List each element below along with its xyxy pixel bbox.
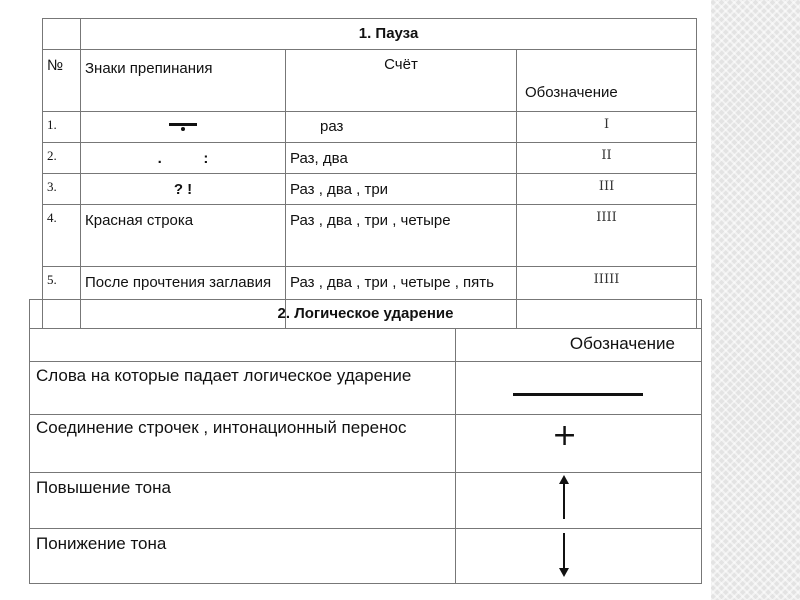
table-row bbox=[30, 415, 702, 473]
row-number: 5. bbox=[43, 267, 81, 329]
row-count: Раз , два , три , четыре , пять bbox=[286, 267, 517, 329]
row-number: 2. bbox=[43, 143, 81, 174]
row-label: Соединение строчек , интонационный перенос bbox=[30, 415, 456, 473]
logical-stress-table bbox=[29, 299, 702, 584]
row-label: Слова на которые падает логическое ударение bbox=[30, 362, 456, 415]
table-row bbox=[43, 112, 697, 143]
row-mark: IIIII bbox=[517, 267, 697, 329]
row-mark: II bbox=[517, 143, 697, 174]
arrow-up-icon bbox=[558, 475, 570, 521]
row-mark bbox=[456, 415, 702, 473]
pause-table-title: 1. Пауза bbox=[81, 19, 697, 50]
row-mark: I bbox=[517, 112, 697, 143]
row-number: 4. bbox=[43, 205, 81, 267]
row-count: Раз, два bbox=[286, 143, 517, 174]
row-sign: ? ! bbox=[81, 174, 286, 205]
table-row bbox=[30, 529, 702, 584]
row-mark: IIII bbox=[517, 205, 697, 267]
plus-icon: + bbox=[552, 418, 578, 453]
row-label: Понижение тона bbox=[30, 529, 456, 584]
row-mark: III bbox=[517, 174, 697, 205]
header-number: № bbox=[43, 50, 81, 112]
table-row bbox=[30, 473, 702, 529]
row-sign: . : bbox=[81, 143, 286, 174]
row-count: раз bbox=[286, 112, 517, 143]
row-sign bbox=[81, 112, 286, 143]
underline-icon bbox=[513, 393, 643, 396]
logical-stress-title: 2. Логическое ударение bbox=[30, 300, 702, 329]
pause-table bbox=[42, 18, 697, 329]
row-sign: После прочтения заглавия bbox=[81, 267, 286, 329]
row-mark bbox=[456, 362, 702, 415]
table-row bbox=[43, 205, 697, 267]
row-count: Раз , два , три bbox=[286, 174, 517, 205]
header-designation: Обозначение bbox=[517, 50, 697, 112]
row-mark bbox=[456, 529, 702, 584]
dash-dot-icon bbox=[169, 116, 197, 134]
header-signs: Знаки препинания bbox=[81, 50, 286, 112]
row-mark bbox=[456, 473, 702, 529]
arrow-down-icon bbox=[558, 531, 570, 577]
row-number: 3. bbox=[43, 174, 81, 205]
decorative-side-stripe bbox=[711, 0, 800, 600]
table-row bbox=[43, 174, 697, 205]
table-row bbox=[30, 362, 702, 415]
header-count: Счёт bbox=[286, 50, 517, 112]
header-designation: Обозначение bbox=[456, 329, 702, 362]
row-sign: Красная строка bbox=[81, 205, 286, 267]
row-count: Раз , два , три , четыре bbox=[286, 205, 517, 267]
row-number: 1. bbox=[43, 112, 81, 143]
row-label: Повышение тона bbox=[30, 473, 456, 529]
table-row bbox=[43, 143, 697, 174]
